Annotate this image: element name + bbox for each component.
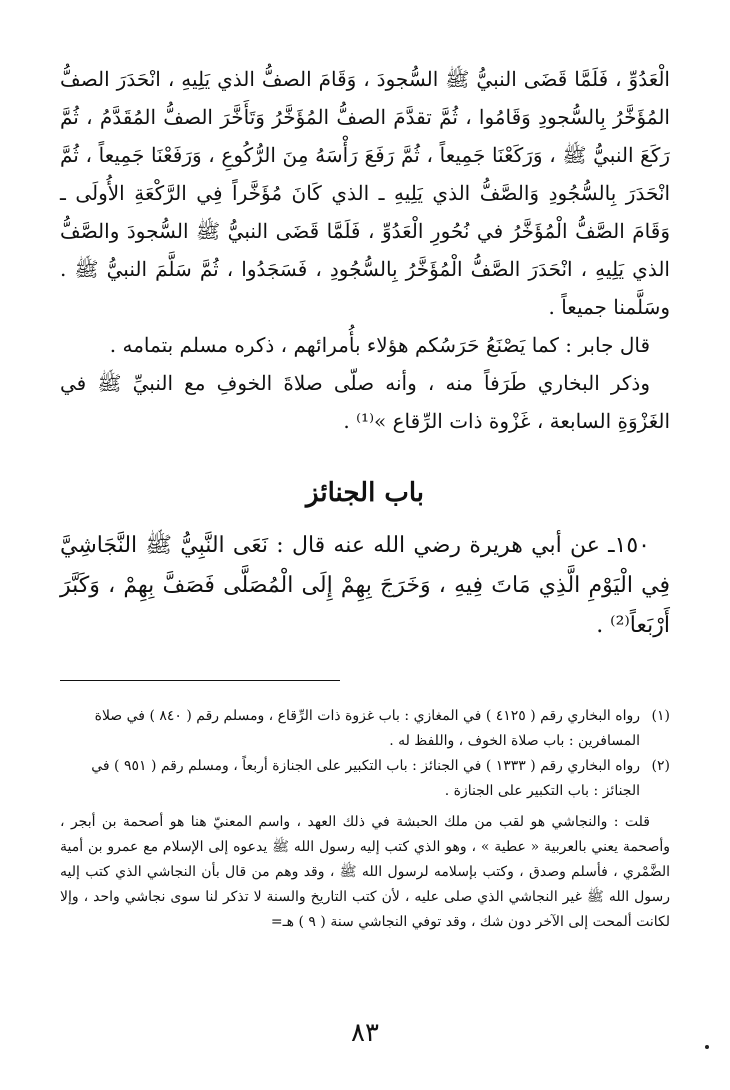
footnotes (60, 704, 670, 935)
footnote-1-number: (١) (651, 708, 670, 724)
footnote-divider (60, 680, 340, 681)
page-content (60, 60, 670, 646)
footnote-2-text: رواه البخاري رقم ( ١٣٣٣ ) في الجنائز : باب التكبير على الجنازة أربعاً ، ومسلم رقم ( ٩٥١ ) في الجنائز : باب التكبير على الجنازة . (91, 758, 640, 799)
page-number: ٨٣ (351, 1018, 379, 1048)
footnote-2 (60, 754, 670, 804)
section-title: باب الجنائز (306, 478, 424, 508)
footnote-1-text: رواه البخاري رقم ( ٤١٢٥ ) في المغازي : باب غزوة ذات الرِّقاع ، ومسلم رقم ( ٨٤٠ ) في صلاة المسافرين : باب صلاة الخوف ، واللفظ له . (94, 708, 640, 749)
body-paragraph-2: قال جابر : كما يَصْنَعُ حَرَسُكم هؤلاء بأُمرائهم ، ذكره مسلم بتمامه . (109, 333, 650, 357)
commentary-note: قلت : والنجاشي هو لقب من ملك الحبشة في ذلك العهد ، واسم المعنيّ هنا هو أصحمة بن أبجر ، وأصحمة يعني بالعربية « عطية » ، وهو الذي كتب إليه رسول الله ﷺ يدعوه إلى الإسلام مع عمرو بن أمية الضَّمْري ، فأسلم وصدق ، وكتب بإسلامه لرسول الله ﷺ ، وقد وهم من قال بأن النجاشي الذي كتب إليه رسول الله ﷺ غير النجاشي الذي صلى عليه ، لأن كتب التاريخ والسنة لا تذكر لنا سوى نجاشي واحد ، وإلا لكانت ألمحت إلى الآخر دون شك ، وقد توفي النجاشي سنة ( ٩ ) هـ= (60, 814, 670, 930)
footnote-2-number: (٢) (651, 758, 670, 774)
hadith-text: ١٥٠ـ عن أبي هريرة رضي الله عنه قال : نَعَى النَّبِيُّ ﷺ النَّجَاشِيَّ فِي الْيَوْمِ الَّذِي مَاتَ فِيهِ ، وَخَرَجَ بِهِمْ إِلَى الْمُصَلَّى فَصَفَّ بِهِمْ ، وَكَبَّرَ أَرْبَعاً⁽²⁾ . (60, 533, 670, 638)
body-paragraph-1: الْعَدُوِّ ، فَلَمَّا قَضَى النبيُّ ﷺ السُّجودَ ، وَقَامَ الصفُّ الذي يَلِيهِ ، انْحَدَرَ الصفُّ المُؤَخَّرُ بِالسُّجودِ وَقَامُوا ، ثُمَّ تقدَّمَ الصفُّ المُؤَخَّرُ وَتَأَخَّرَ الصفُّ المُقَدَّمُ ، ثُمَّ رَكَعَ النبيُّ ﷺ ، وَرَكَعْنَا جَمِيعاً ، ثُمَّ رَفَعَ رَأْسَهُ مِنَ الرُّكُوعِ ، وَرَفَعْنَا جَمِيعاً ، ثُمَّ انْحَدَرَ بِالسُّجُودِ وَالصَّفُّ الذي يَلِيهِ ـ الذي كَانَ مُؤَخَّراً فِي الرَّكْعَةِ الأُولَى ـ وَقَامَ الصَّفُّ الْمُؤَخَّرُ في نُحُورِ الْعَدُوِّ ، فَلَمَّا قَضَى النبيُّ ﷺ السُّجودَ والصَّفُّ الذي يَلِيهِ ، انْحَدَرَ الصَّفُّ الْمُؤَخَّرُ بِالسُّجُودِ ، فَسَجَدُوا ، ثُمَّ سَلَّمَ النبيُّ ﷺ . وسَلَّمنا جميعاً . (60, 67, 670, 319)
body-paragraph-3: وذكر البخاري طَرَفاً منه ، وأنه صلّى صلاةَ الخوفِ مع النبيِّ ﷺ في الغَزْوَةِ السابعة ، غَزْوة ذات الرِّقاع »⁽¹⁾ . (60, 371, 670, 433)
scan-mark (705, 1045, 709, 1049)
footnote-1 (60, 704, 670, 754)
